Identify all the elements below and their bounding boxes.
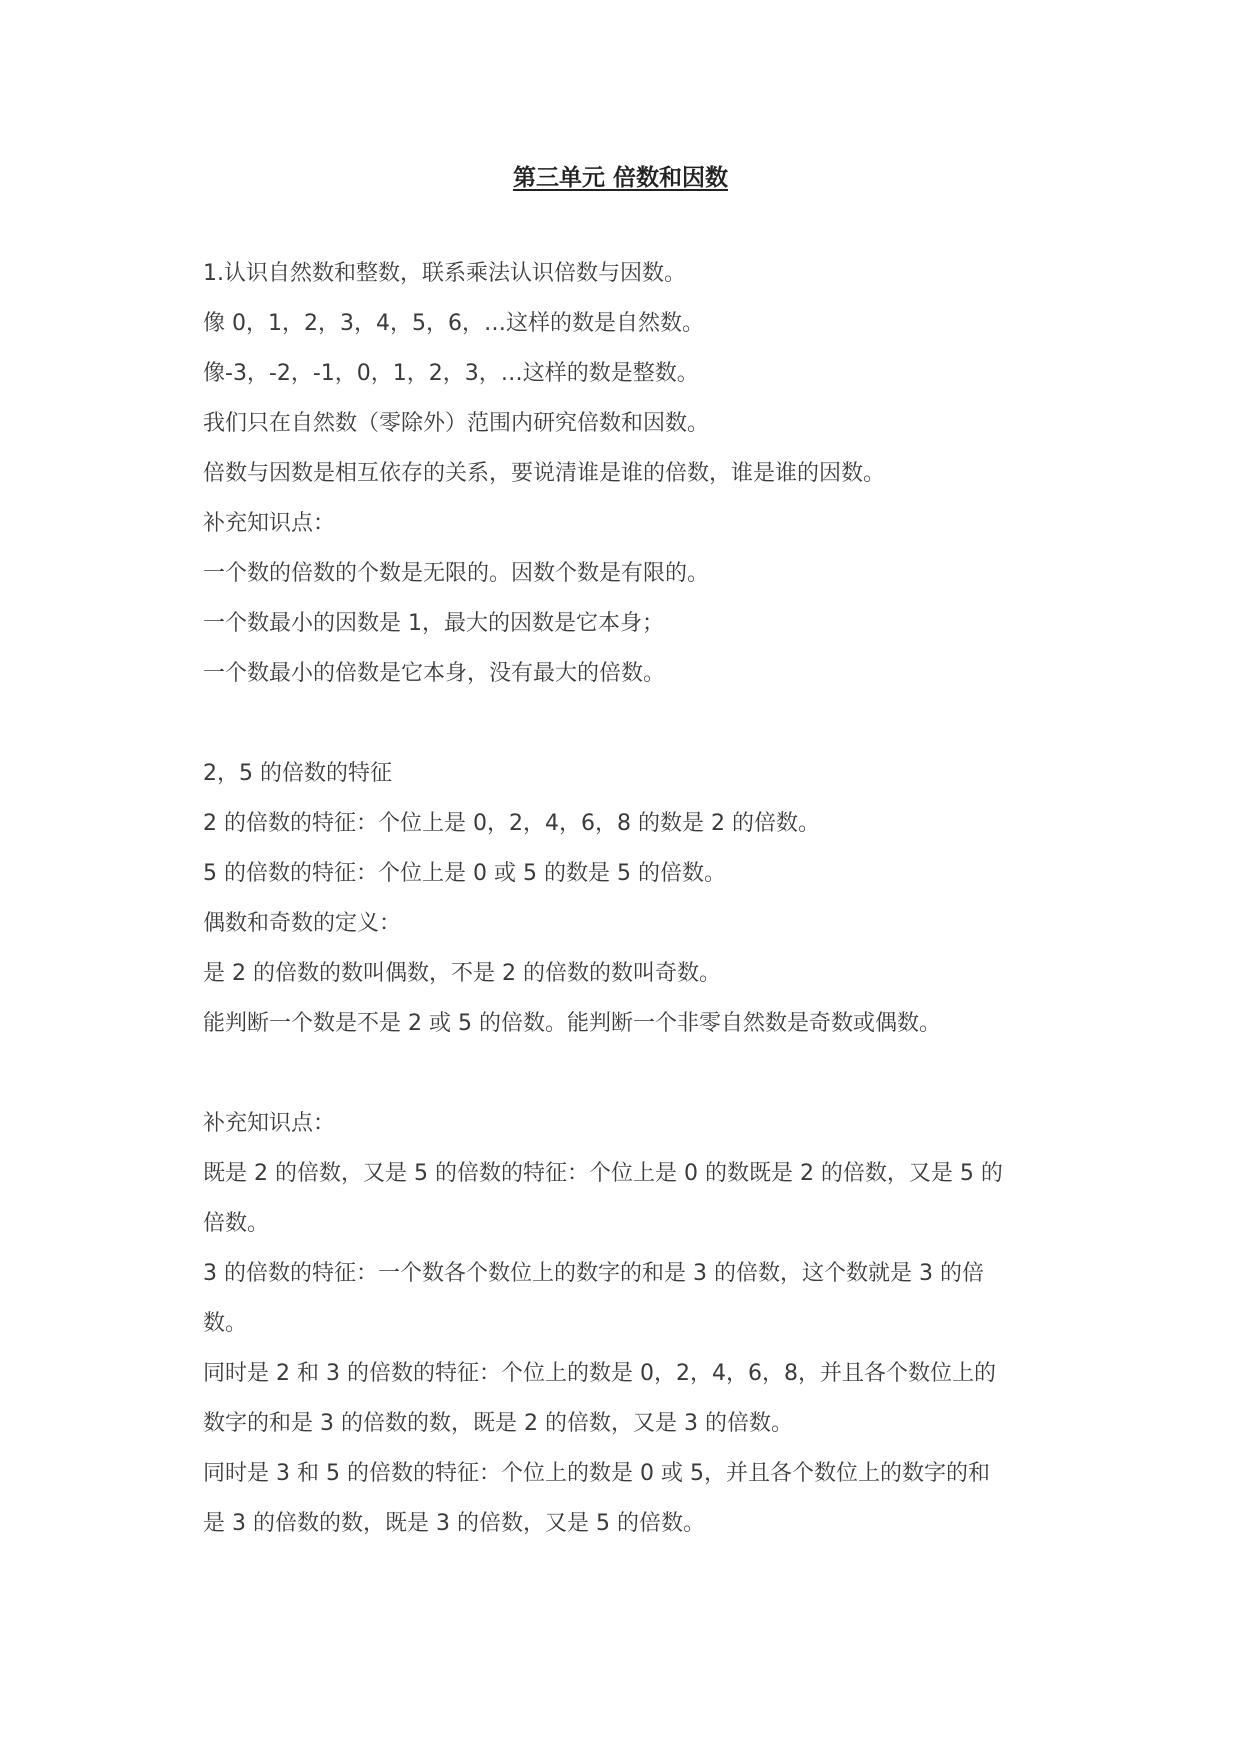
text-line: 偶数和奇数的定义： <box>203 911 402 936</box>
text-line: 是 2 的倍数的数叫偶数，不是 2 的倍数的数叫奇数。 <box>203 961 721 986</box>
text-line: 1.认识自然数和整数，联系乘法认识倍数与因数。 <box>203 261 686 286</box>
text-line: 既是 2 的倍数，又是 5 的倍数的特征：个位上是 0 的数既是 2 的倍数，又是 5 的 <box>203 1161 1003 1186</box>
text-line: 5 的倍数的特征：个位上是 0 或 5 的数是 5 的倍数。 <box>203 861 726 886</box>
text-line: 能判断一个数是不是 2 或 5 的倍数。能判断一个非零自然数是奇数或偶数。 <box>203 1011 941 1036</box>
text-line: 数字的和是 3 的倍数的数，既是 2 的倍数，又是 3 的倍数。 <box>203 1411 793 1436</box>
text-line: 补充知识点： <box>203 511 336 536</box>
text-line: 同时是 3 和 5 的倍数的特征：个位上的数是 0 或 5，并且各个数位上的数字的和 <box>203 1461 990 1486</box>
text-line: 一个数最小的因数是 1，最大的因数是它本身； <box>203 611 664 636</box>
text-line: 补充知识点： <box>203 1111 336 1136</box>
text-line: 2 的倍数的特征：个位上是 0，2，4，6，8 的数是 2 的倍数。 <box>203 811 820 836</box>
text-line: 倍数与因数是相互依存的关系，要说清谁是谁的倍数，谁是谁的因数。 <box>203 461 886 486</box>
text-line: 同时是 2 和 3 的倍数的特征：个位上的数是 0，2，4，6，8，并且各个数位上的 <box>203 1361 996 1386</box>
text-line: 像 0，1，2，3，4，5，6，…这样的数是自然数。 <box>203 311 704 336</box>
text-line: 我们只在自然数（零除外）范围内研究倍数和因数。 <box>203 411 710 436</box>
text-line: 像-3，-2，-1，0，1，2，3，…这样的数是整数。 <box>203 361 699 386</box>
text-line: 3 的倍数的特征：一个数各个数位上的数字的和是 3 的倍数，这个数就是 3 的倍 <box>203 1261 984 1286</box>
page-title: 第三单元 倍数和因数 <box>512 165 728 191</box>
text-line: 一个数的倍数的个数是无限的。因数个数是有限的。 <box>203 561 710 586</box>
text-line: 是 3 的倍数的数，既是 3 的倍数，又是 5 的倍数。 <box>203 1511 705 1536</box>
text-line: 倍数。 <box>203 1211 270 1236</box>
text-line: 数。 <box>203 1311 248 1336</box>
text-line: 2，5 的倍数的特征 <box>203 761 392 786</box>
text-line: 一个数最小的倍数是它本身，没有最大的倍数。 <box>203 661 666 686</box>
